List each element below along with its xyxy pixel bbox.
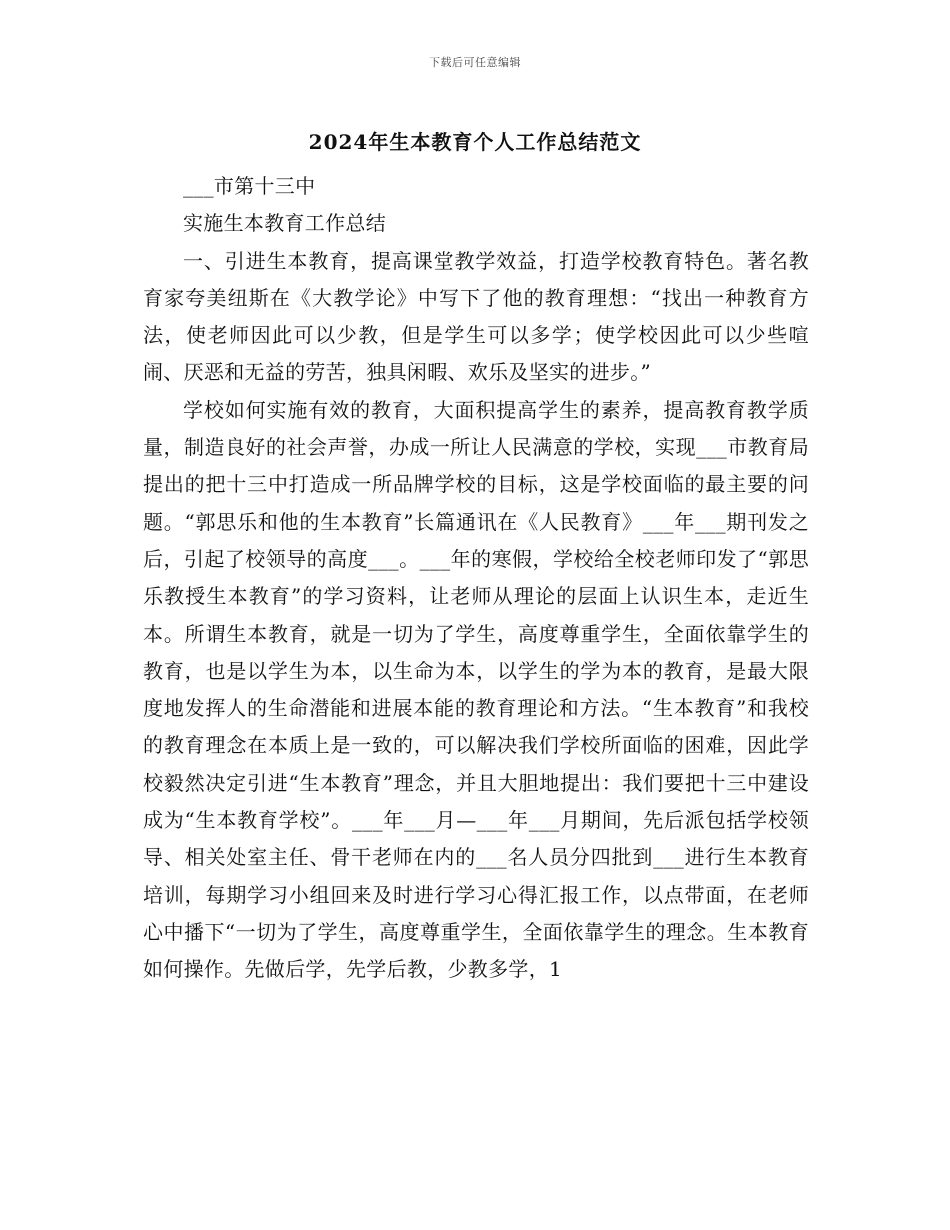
paragraph-main: 学校如何实施有效的教育，大面积提高学生的素养，提高教育教学质量，制造良好的社会声誉，办成一所让人民满意的学校，实现___市教育局提出的把十三中打造成一所品牌学校的目标，这是学校面临的最主要的问题。“郭思乐和他的生本教育”长篇通讯在《人民教育》___年___期刊发之后，引起了校领导的高度___。___年的寒假，学校给全校老师印发了“郭思乐教授生本教育”的学习资料，让老师从理论的层面上认识生本，走近生本。所谓生本教育，就是一切为了学生，高度尊重学生，全面依靠学生的教育，也是以学生为本，以生命为本，以学生的学为本的教育，是最大限度地发挥人的生命潜能和进展本能的教育理论和方法。“生本教育”和我校的教育理念在本质上是一致的，可以解决我们学校所面临的困难，因此学校毅然决定引进“生本教育”理念，并且大胆地提出：我们要把十三中建设成为“生本教育学校”。___年___月—___年___月期间，先后派包括学校领导、相关处室主任、骨干老师在内的___名人员分四批到___进行生本教育培训，每期学习小组回来及时进行学习心得汇报工作，以点带面，在老师心中播下“一切为了学生，高度尊重学生，全面依靠学生的理念。生本教育如何操作。先做后学，先学后教，少教多学，1	[143, 397, 809, 982]
paragraph-subtitle: 实施生本教育工作总结	[183, 211, 386, 236]
document-title: 2024年生本教育个人工作总结范文	[308, 130, 642, 154]
header-note: 下载后可任意编辑	[429, 56, 521, 69]
paragraph-school: ___市第十三中	[183, 174, 316, 198]
document-body	[143, 168, 809, 989]
paragraph-section-one: 一、引进生本教育，提高课堂教学效益，打造学校教育特色。著名教育家夸美纽斯在《大教学论》中写下了他的教育理想：“找出一种教育方法，使老师因此可以少教，但是学生可以多学；使学校因此可以少些喧闹、厌恶和无益的劳苦，独具闲暇、欢乐及坚实的进步。”	[143, 248, 809, 385]
